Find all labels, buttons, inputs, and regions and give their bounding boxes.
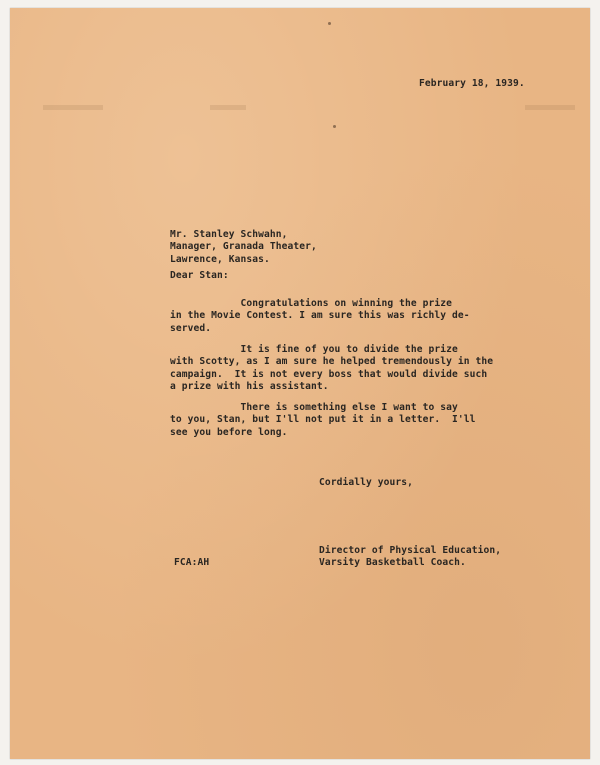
signature-title-line: Varsity Basketball Coach. xyxy=(319,557,466,569)
letterhead-bleed-right xyxy=(525,105,575,110)
salutation: Dear Stan: xyxy=(170,270,229,281)
address-line-title: Manager, Granada Theater, xyxy=(170,241,317,253)
body-paragraph-2 xyxy=(170,344,493,394)
paragraph-line: served. xyxy=(170,322,212,334)
body-paragraph-3 xyxy=(170,402,476,439)
signature-block xyxy=(319,545,501,570)
reference-initials: FCA:AH xyxy=(174,557,210,568)
paragraph-line: to you, Stan, but I'll not put it in a letter. I'll xyxy=(170,414,476,426)
complimentary-closing: Cordially yours, xyxy=(319,477,414,488)
paragraph-line: There is something else I want to say xyxy=(170,402,458,413)
paragraph-line: with Scotty, as I am sure he helped tremendously in the xyxy=(170,356,494,368)
signature-title-line: Director of Physical Education, xyxy=(319,545,502,556)
letterhead-bleed-middle xyxy=(210,105,246,110)
paragraph-line: see you before long. xyxy=(170,426,288,438)
paper-speck xyxy=(328,22,331,25)
letter-page xyxy=(10,8,590,759)
address-line-name: Mr. Stanley Schwahn, xyxy=(170,229,288,240)
paragraph-line: It is fine of you to divide the prize xyxy=(170,344,458,355)
paper-speck xyxy=(333,125,336,128)
letterhead-bleed-left xyxy=(43,105,103,110)
paragraph-line: in the Movie Contest. I am sure this was richly de- xyxy=(170,310,470,322)
inside-address xyxy=(170,229,317,266)
address-line-city: Lawrence, Kansas. xyxy=(170,253,270,265)
paragraph-line: a prize with his assistant. xyxy=(170,381,329,393)
paragraph-line: Congratulations on winning the prize xyxy=(170,298,453,309)
body-paragraph-1 xyxy=(170,298,470,335)
paragraph-line: campaign. It is not every boss that would divide such xyxy=(170,368,488,380)
letter-date: February 18, 1939. xyxy=(419,78,525,89)
